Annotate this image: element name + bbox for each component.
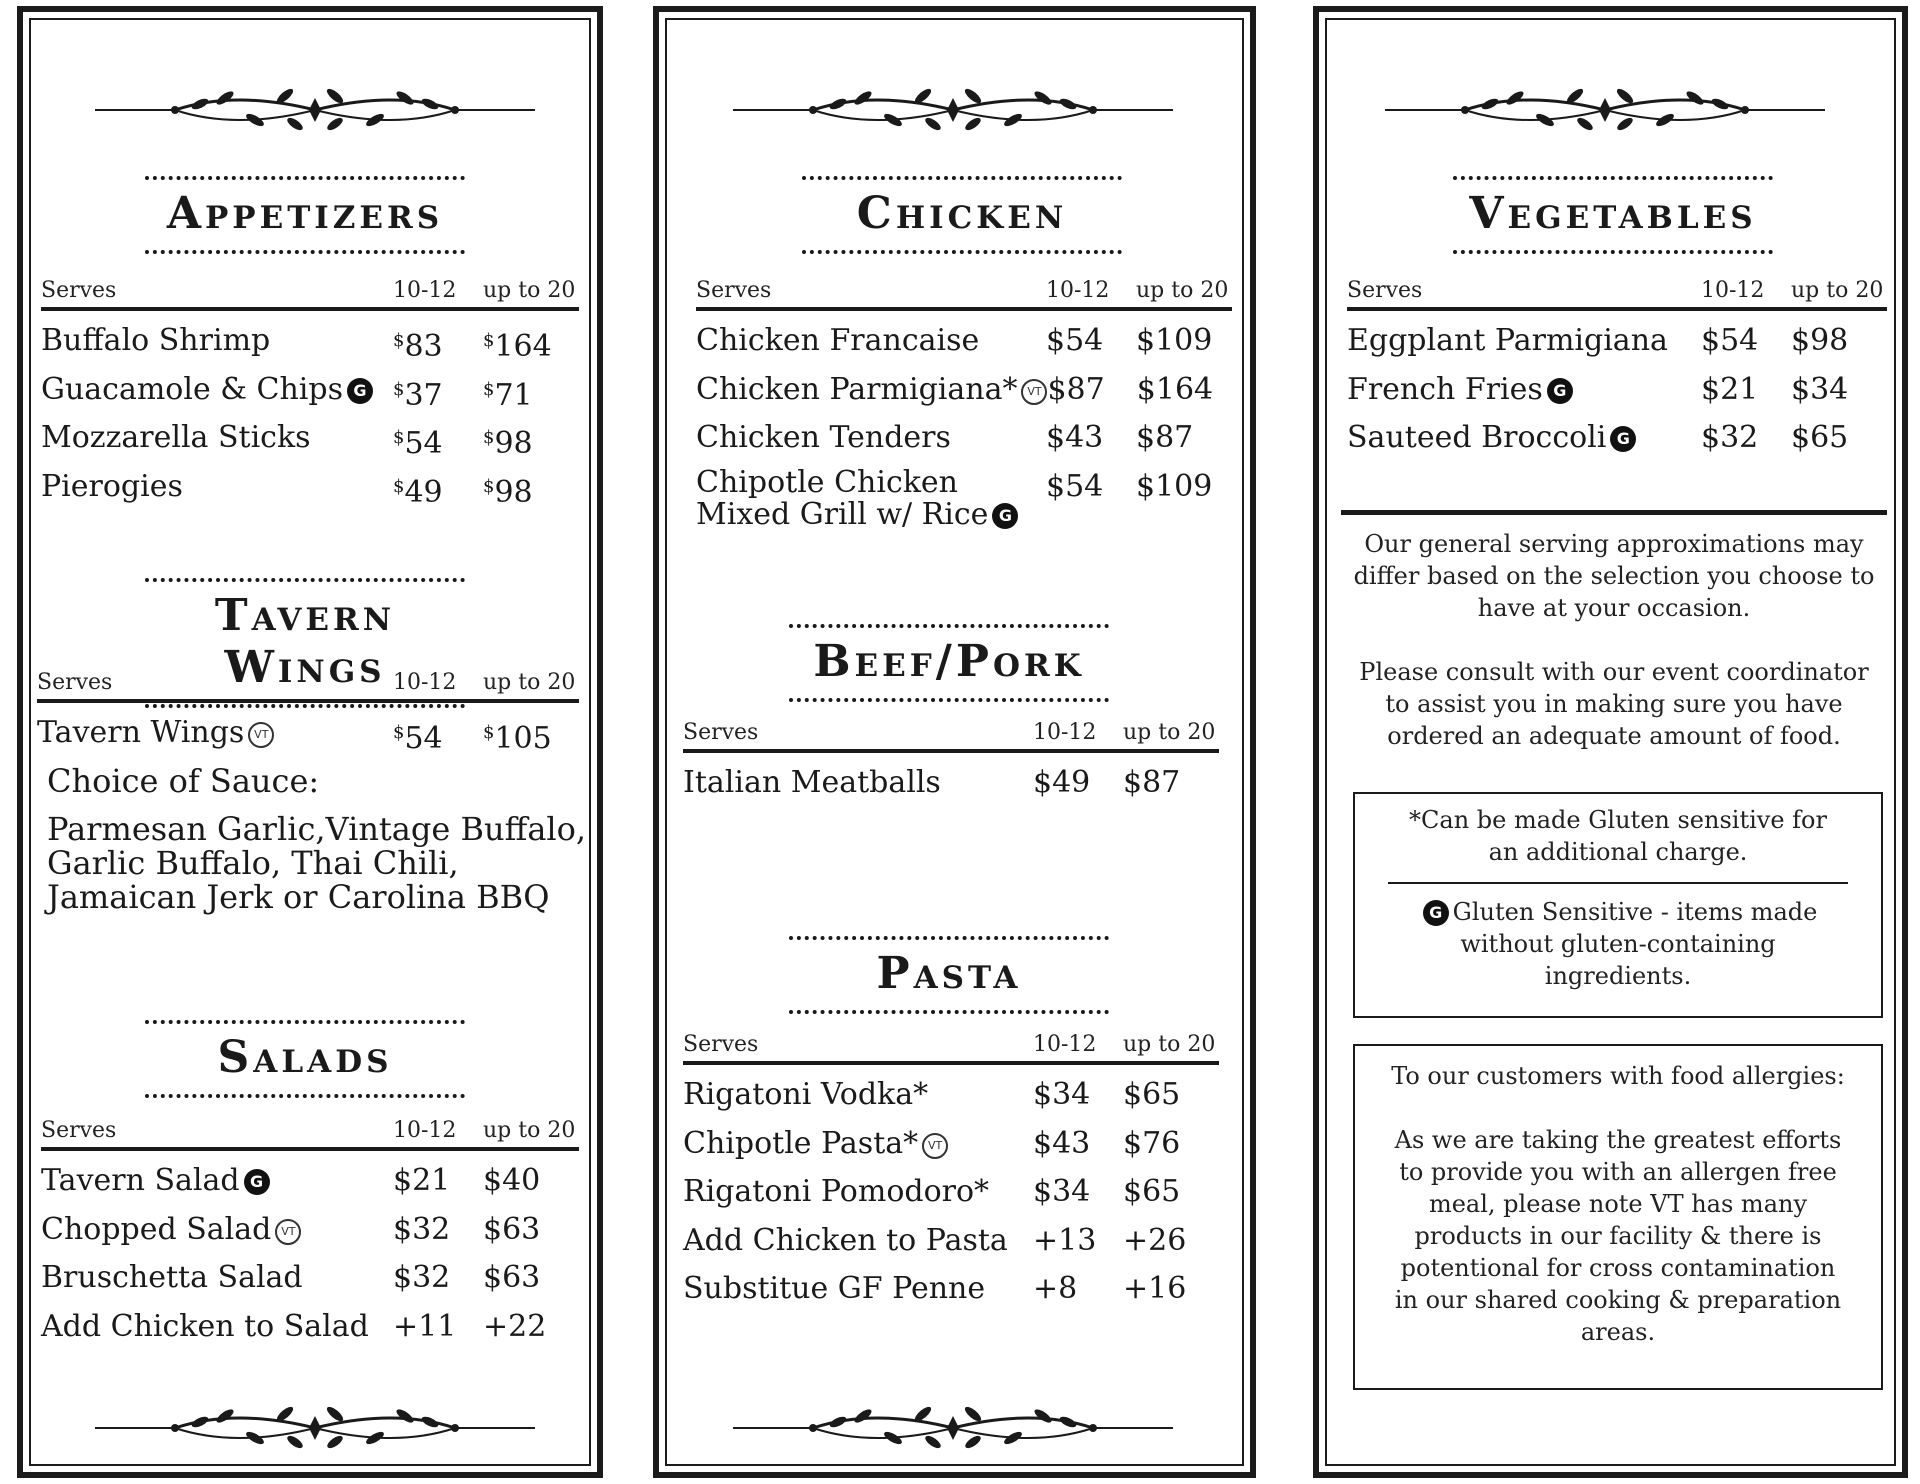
menu-item: Chipotle Pasta* VT $43 $76 (683, 1125, 1181, 1161)
menu-item: French Fries G $21 $34 (1347, 371, 1849, 407)
section-title: Chicken (856, 188, 1068, 239)
menu-item: Tavern Wings VT $54 $105 (37, 715, 552, 756)
menu-item: Chopped Salad VT $32 $63 (41, 1211, 541, 1247)
floral-divider-icon (95, 1398, 535, 1458)
menu-item: Add Chicken to Salad +11 +22 (41, 1308, 547, 1344)
section-divider (1341, 510, 1887, 515)
gluten-sensitive-icon: G (1423, 900, 1449, 926)
vt-badge-icon: VT (275, 1219, 301, 1245)
table-header: Serves 10-12 up to 20 (683, 1032, 1219, 1065)
menu-item: Add Chicken to Pasta +13 +26 (683, 1222, 1187, 1258)
vt-badge-icon: VT (1021, 379, 1047, 405)
chicken-table (696, 278, 1232, 531)
menu-item: Bruschetta Salad $32 $63 (41, 1260, 541, 1295)
vt-badge-icon: VT (248, 722, 274, 748)
chicken-heading (802, 176, 1122, 254)
tavern-wings-table (37, 670, 579, 762)
pasta-table (683, 1032, 1219, 1318)
vegetables-heading (1453, 176, 1773, 254)
section-title: Tavern Wings (214, 590, 396, 693)
floral-divider-icon (733, 80, 1173, 140)
salads-table (41, 1118, 579, 1355)
menu-item: Guacamole & Chips G $37 $71 (41, 371, 533, 413)
gluten-sensitive-icon: G (244, 1169, 270, 1195)
gluten-sensitive-icon: G (1547, 378, 1573, 404)
beef-pork-table (683, 720, 1219, 812)
table-header: Serves 10-12 up to 20 (37, 670, 579, 703)
menu-panel-left (17, 6, 603, 1478)
menu-item: Italian Meatballs $49 $87 (683, 765, 1181, 800)
menu-item: Substitue GF Penne +8 +16 (683, 1271, 1187, 1306)
section-title: Beef/Pork (813, 636, 1085, 687)
gluten-info-box: *Can be made Gluten sensitive for an additional charge. G Gluten Sensitive - items made without gluten-containing ingredients. (1353, 792, 1883, 1018)
floral-divider-icon (1385, 80, 1825, 140)
menu-item: Chipotle Chicken Mixed Grill w/ Rice G $54 $109 (696, 464, 1213, 532)
section-title: Pasta (876, 948, 1022, 999)
menu-item: Pierogies $49 $98 (41, 468, 533, 510)
menu-item: Eggplant Parmigiana $54 $98 (1347, 323, 1849, 358)
beef-pork-heading (789, 624, 1109, 702)
sauce-list: Parmesan Garlic,Vintage Buffalo, Garlic Buffalo, Thai Chili, Jamaican Jerk or Carolina BBQ (47, 810, 587, 916)
salads-heading (145, 1020, 465, 1098)
table-header: Serves 10-12 up to 20 (41, 278, 579, 311)
menu-item: Mozzarella Sticks $54 $98 (41, 420, 533, 461)
menu-item: Rigatoni Pomodoro* $34 $65 (683, 1174, 1181, 1209)
vegetables-table (1347, 278, 1887, 467)
floral-divider-icon (733, 1398, 1173, 1458)
table-header: Serves 10-12 up to 20 (41, 1118, 579, 1151)
pasta-heading (789, 936, 1109, 1014)
menu-item: Buffalo Shrimp $83 $164 (41, 323, 552, 364)
menu-item: Tavern Salad G $21 $40 (41, 1163, 541, 1198)
menu-panel-center (653, 6, 1256, 1478)
section-title: Salads (217, 1032, 393, 1083)
menu-item: Chicken Francaise $54 $109 (696, 323, 1213, 358)
gluten-sensitive-icon: G (992, 503, 1018, 529)
menu-item: Sauteed Broccoli G $32 $65 (1347, 420, 1849, 455)
table-header: Serves 10-12 up to 20 (696, 278, 1232, 311)
section-title: Appetizers (166, 188, 444, 239)
gluten-sensitive-icon: G (1610, 426, 1636, 452)
menu-item: Chicken Parmigiana* VT $87 $164 (696, 371, 1214, 407)
serving-note: Our general serving approximations may differ based on the selection you choose to have at your occasion. (1353, 530, 1875, 622)
appetizers-heading (145, 176, 465, 254)
floral-divider-icon (95, 80, 535, 140)
sauce-title: Choice of Sauce: (47, 762, 320, 800)
menu-item: Rigatoni Vodka* $34 $65 (683, 1077, 1181, 1112)
menu-item: Chicken Tenders $43 $87 (696, 420, 1194, 455)
table-header: Serves 10-12 up to 20 (683, 720, 1219, 753)
allergy-info-box: To our customers with food allergies: As we are taking the greatest efforts to provide you with an allergen free meal, please note VT has many products in our facility & there is potentional for cross contamination in our shared cooking & preparation areas. (1353, 1044, 1883, 1390)
vt-badge-icon: VT (922, 1133, 948, 1159)
appetizers-table (41, 278, 579, 515)
gluten-sensitive-icon: G (347, 378, 373, 404)
section-title: Vegetables (1469, 188, 1757, 239)
menu-panel-right (1313, 6, 1908, 1478)
consult-note: Please consult with our event coordinator to assist you in making sure you have ordered an adequate amount of food. (1359, 658, 1869, 750)
table-header: Serves 10-12 up to 20 (1347, 278, 1887, 311)
